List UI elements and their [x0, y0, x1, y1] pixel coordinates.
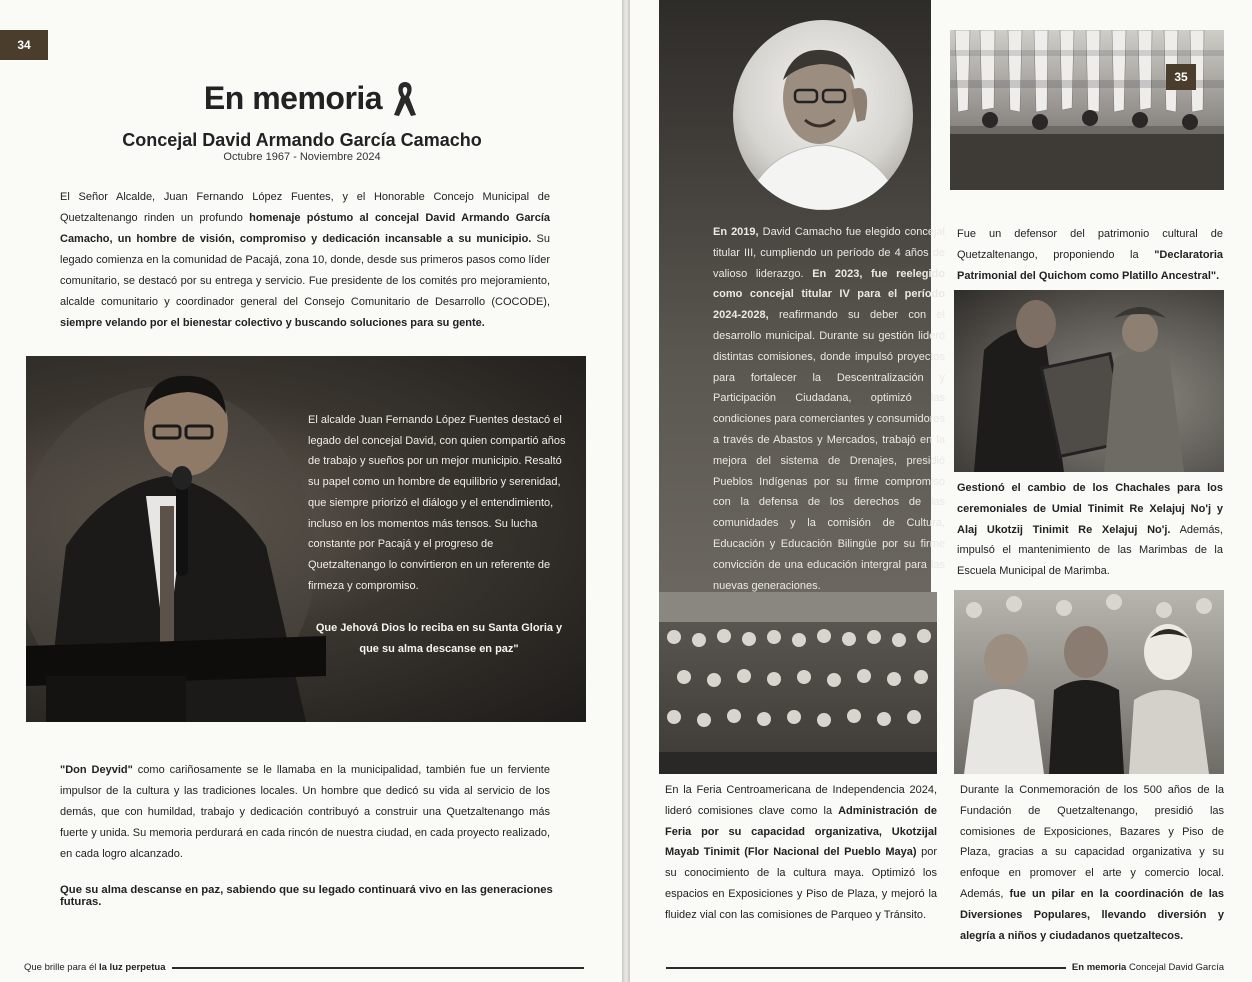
right-page	[630, 0, 1252, 982]
heritage-text	[957, 224, 1223, 286]
crowd-scene	[659, 592, 937, 774]
mayor-tribute-box	[26, 356, 586, 722]
page-number-left: 34	[0, 30, 48, 60]
celebration-scene	[954, 590, 1224, 774]
intro-paragraph	[60, 187, 550, 334]
chachales-bold-1: Gestionó el cambio de los Chachales para los ceremoniales de Umial Tinimit Re Xelajuj No'j y Alaj Ukotzij Tinimit Re Xelajuj No'j.	[957, 482, 1223, 536]
anniversary-text-1: Durante la Conmemoración de los 500 años de la Fundación de Quetzaltenango, presidió las comisiones de Exposiciones, Bazares y Piso de Plaza, gracias a su capacidad organizativa y su enfoque en promover el arte y comercio local. Además,	[960, 784, 1224, 900]
council-flags-photo	[950, 30, 1224, 190]
flags-scene	[950, 30, 1224, 190]
career-text-2: reafirmando su deber con el desarrollo municipal. Durante su gestión lideró distintas comisiones, donde impulsó proyectos para fortalecer la Descentralización y Participación Ciudadana, optimizó las condiciones para comerciantes y consumidores a través de Abastos y Mercados, trabajó en la mejora del sistema de Drenajes, presidió Pueblos Indígenas por su firme compromiso con la defensa de los derechos de las comunidades y la comisión de Cultura, Educación y Educación Bilingüe por su firme convicción de una educación intergral para las nuevas generaciones.	[713, 309, 946, 592]
page-title: En memoria	[203, 79, 383, 116]
life-dates: Octubre 1967 - Noviembre 2024	[223, 151, 381, 163]
fair-text-1: En la Feria Centroamericana de Independencia 2024, lideró comisiones clave como la	[665, 784, 937, 817]
anniversary-text	[960, 780, 1224, 946]
intro-bold-1: homenaje póstumo al concejal David Armando García Camacho, un hombre de visión, compromiso y dedicación incansable a su municipio.	[60, 212, 551, 245]
mayor-tribute-quote: Que Jehová Dios lo reciba en su Santa Gloria y que su alma descanse en paz"	[315, 622, 563, 655]
closing-text: como cariñosamente se le llamaba en la municipalidad, también fue un ferviente impulsor de la cultura y las tradiciones locales. Un hombre que dedicó su vida al servicio de los demás, que con humildad, trabajo y dedicación contribuyó a construir una Quetzaltenango más fuerte y unida. Su memoria perdurará en cada rincón de nuestra ciudad, en cada proyecto realizado, en cada logro alcanzado.	[60, 764, 550, 860]
final-line: Que su alma descanse en paz, sabiendo que su legado continuará vivo en las generaciones futuras.	[60, 884, 553, 908]
left-page	[0, 0, 622, 982]
heritage-bold-1: "Declaratoria Patrimonial del Quichom como Platillo Ancestral".	[957, 248, 1223, 282]
mayor-speaking-photo	[26, 356, 326, 722]
footer-right-text: Concejal David García	[1128, 962, 1224, 973]
career-bold-2: En 2023, fue reelegido como concejal titular IV para el período 2024-2028,	[713, 267, 946, 322]
intro-text-2: Su legado comienza en la comunidad de Pacajá, zona 10, donde, desde sus primeros pasos como líder comunitario, se destacó por su entrega y servicio. Fue presidente de los comités pro mejoramiento, alcalde comunitario y coordinador general del Consejo Comunitario de Desarrollo (COCODE),	[60, 233, 551, 308]
fair-text	[665, 780, 937, 926]
career-text	[713, 222, 945, 596]
chachales-text-1: Además, impulsó el mantenimiento de las Marimbas de la Escuela Municipal de Marimba.	[957, 523, 1223, 578]
portrait-photo	[733, 20, 913, 210]
fair-crowd-photo	[659, 592, 937, 774]
footer-right-bold: En memoria	[1071, 962, 1127, 973]
page-gutter	[622, 0, 630, 982]
page-number-right: 35	[1166, 64, 1196, 90]
heritage-text-1: Fue un defensor del patrimonio cultural de Quetzaltenango, proponiendo la	[957, 228, 1223, 261]
nickname: "Don Deyvid"	[60, 764, 133, 776]
footer-left-text: Que brille para él	[24, 962, 97, 973]
footer-divider	[666, 967, 1066, 969]
fair-bold-1: Administración de Feria por su capacidad organizativa, Ukotzijal Mayab Tinimit (Flor Nacional del Pueblo Maya)	[665, 804, 937, 859]
dark-column	[659, 0, 946, 592]
mayor-tribute-text: El alcalde Juan Fernando López Fuentes destacó el legado del concejal David, con quien compartió años de trabajo y sueños por un mejor municipio. Resaltó su papel como un hombre de equilibrio y serenidad, que siempre priorizó el diálogo y el entendimiento, incluso en los momentos más tensos. Su lucha constante por Pacajá y el progreso de Quetzaltenango lo convirtieron en un referente de firmeza y compromiso.	[308, 414, 566, 592]
celebration-photo	[954, 590, 1224, 774]
fair-text-2: por su conocimiento de la cultura maya. Optimizó los espacios en Exposiciones y Piso de Plaza, y mejoró la fluidez vial con las comisiones de Parqueo y Tránsito.	[665, 846, 938, 921]
intro-text-1: El Señor Alcalde, Juan Fernando López Fuentes, y el Honorable Concejo Municipal de Quetzaltenango rinden un profundo	[60, 191, 550, 224]
footer-left-bold: la luz perpetua	[99, 962, 166, 973]
portrait-figure	[733, 20, 913, 210]
award-scene	[954, 290, 1224, 472]
honoree-name: Concejal David Armando García Camacho	[122, 130, 482, 150]
footer-divider	[172, 967, 584, 969]
intro-bold-2: siempre velando por el bienestar colectivo y buscando soluciones para su gente.	[60, 317, 485, 329]
career-bold-1: En 2019,	[713, 226, 759, 238]
career-text-1: David Camacho fue elegido concejal titular III, cumpliendo un período de 4 años de valioso liderazgo.	[713, 226, 945, 280]
mourning-ribbon-icon	[392, 78, 418, 118]
title-row	[0, 78, 622, 118]
closing-paragraph	[60, 760, 550, 865]
anniversary-bold-1: fue un pilar en la coordinación de las Diversiones Populares, llevando diversión y alegría a niños y ciudadanos quetzaltecos.	[960, 887, 1224, 942]
footer-left	[24, 962, 590, 973]
award-ceremony-photo	[954, 290, 1224, 472]
footer-right	[660, 962, 1224, 973]
chachales-text	[957, 478, 1223, 582]
